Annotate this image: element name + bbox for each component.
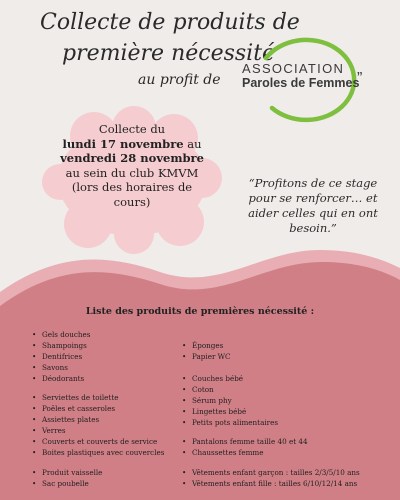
bullet: • bbox=[32, 341, 37, 350]
bullet: • bbox=[32, 363, 37, 372]
quote-line-3: aider celles qui en ont bbox=[248, 206, 378, 220]
logo-quote-mark: ” bbox=[357, 70, 363, 87]
list-item bbox=[32, 330, 90, 339]
list-item-label: Vêtements enfant garçon : tailles 2/3/5/10 ans bbox=[192, 468, 360, 477]
title-line-3: au profit de bbox=[138, 72, 221, 88]
list-item bbox=[182, 385, 214, 394]
end-date: vendredi 28 novembre bbox=[60, 151, 204, 165]
list-item-label: Savons bbox=[42, 363, 68, 372]
list-item bbox=[182, 341, 223, 350]
list-title: Liste des produits de premières nécessité : bbox=[85, 306, 315, 317]
logo-association-text: ASSOCIATION bbox=[242, 61, 345, 76]
bullet: • bbox=[182, 468, 187, 477]
list-item bbox=[32, 393, 118, 402]
list-item-label: Pantalons femme taille 40 et 44 bbox=[192, 437, 308, 446]
bullet: • bbox=[182, 448, 187, 457]
list-item-label: Shampoings bbox=[42, 341, 87, 350]
cloud-line-2-rest: au bbox=[183, 136, 202, 151]
bullet: • bbox=[32, 374, 37, 383]
logo-name-text: Paroles de Femmes bbox=[242, 76, 360, 90]
bullet: • bbox=[182, 352, 187, 361]
bullet: • bbox=[32, 404, 37, 413]
list-item-label: Déodorants bbox=[42, 374, 85, 383]
bullet: • bbox=[182, 418, 187, 427]
list-item bbox=[182, 374, 243, 383]
bullet: • bbox=[32, 352, 37, 361]
list-item bbox=[182, 448, 263, 457]
start-date: lundi 17 novembre bbox=[62, 136, 184, 151]
bullet: • bbox=[32, 426, 37, 435]
title-line-1: Collecte de produits de bbox=[40, 10, 300, 35]
list-item-label: Éponges bbox=[192, 341, 224, 350]
list-item-label: Couches bébé bbox=[192, 374, 244, 383]
list-item bbox=[32, 363, 68, 372]
quote-line-4: besoin.” bbox=[289, 221, 337, 235]
list-item-label: Vêtements enfant fille : tailles 6/10/12/14 ans bbox=[192, 479, 358, 488]
motivational-quote bbox=[233, 176, 393, 236]
list-item bbox=[182, 479, 357, 488]
list-item-label: Boites plastiques avec couvercles bbox=[42, 448, 165, 457]
list-item bbox=[32, 341, 87, 350]
cloud-line-3 bbox=[58, 151, 206, 166]
list-item bbox=[32, 479, 89, 488]
list-item-label: Produit vaisselle bbox=[42, 468, 103, 477]
cloud-line-4: au sein du club KMVM bbox=[65, 165, 199, 180]
list-item bbox=[182, 352, 231, 361]
list-item-label: Serviettes de toilette bbox=[42, 393, 119, 402]
bullet: • bbox=[182, 374, 187, 383]
title-line-2: première nécessité bbox=[62, 41, 276, 66]
bullet: • bbox=[32, 437, 37, 446]
list-item bbox=[182, 396, 232, 405]
list-item bbox=[32, 352, 82, 361]
list-item bbox=[32, 468, 102, 477]
quote-line-2: pour se renforcer… et bbox=[248, 191, 378, 205]
list-item-label: Dentifrices bbox=[42, 352, 83, 361]
list-item-label: Sac poubelle bbox=[42, 479, 89, 488]
list-item-label: Assiettes plates bbox=[42, 415, 100, 424]
list-item bbox=[32, 374, 84, 383]
cloud-line-2 bbox=[58, 137, 206, 152]
bullet: • bbox=[32, 330, 37, 339]
list-item-label: Sérum phy bbox=[192, 396, 232, 405]
cloud-line-5: (lors des horaires de bbox=[71, 180, 193, 194]
list-item bbox=[32, 437, 157, 446]
list-item-label: Poêles et casseroles bbox=[42, 404, 116, 413]
bullet: • bbox=[32, 415, 37, 424]
list-item-label: Papier WC bbox=[192, 352, 231, 361]
list-item-label: Coton bbox=[192, 385, 214, 394]
bullet: • bbox=[182, 396, 187, 405]
bullet: • bbox=[32, 448, 37, 457]
quote-line-1: “Profitons de ce stage bbox=[248, 176, 378, 190]
bullet: • bbox=[32, 393, 37, 402]
list-item-label: Gels douches bbox=[42, 330, 91, 339]
bullet: • bbox=[32, 479, 37, 488]
list-item bbox=[182, 407, 246, 416]
list-item-label: Lingettes bébé bbox=[192, 407, 247, 416]
list-item bbox=[182, 418, 278, 427]
bullet: • bbox=[32, 468, 37, 477]
list-item bbox=[182, 468, 360, 477]
list-item bbox=[32, 448, 164, 457]
list-item bbox=[182, 437, 308, 446]
list-item-label: Petits pots alimentaires bbox=[192, 418, 279, 427]
bullet: • bbox=[182, 341, 187, 350]
list-item bbox=[32, 415, 99, 424]
list-item-label: Chaussettes femme bbox=[192, 448, 264, 457]
cloud-line-6: cours) bbox=[113, 194, 151, 209]
bullet: • bbox=[182, 407, 187, 416]
list-item bbox=[32, 426, 66, 435]
list-item bbox=[32, 404, 115, 413]
list-item-label: Verres bbox=[42, 426, 66, 435]
collection-dates-text bbox=[58, 122, 206, 209]
bullet: • bbox=[182, 479, 187, 488]
cloud-line-1: Collecte du bbox=[98, 122, 166, 136]
bullet: • bbox=[182, 437, 187, 446]
list-item-label: Couverts et couverts de service bbox=[42, 437, 158, 446]
bullet: • bbox=[182, 385, 187, 394]
